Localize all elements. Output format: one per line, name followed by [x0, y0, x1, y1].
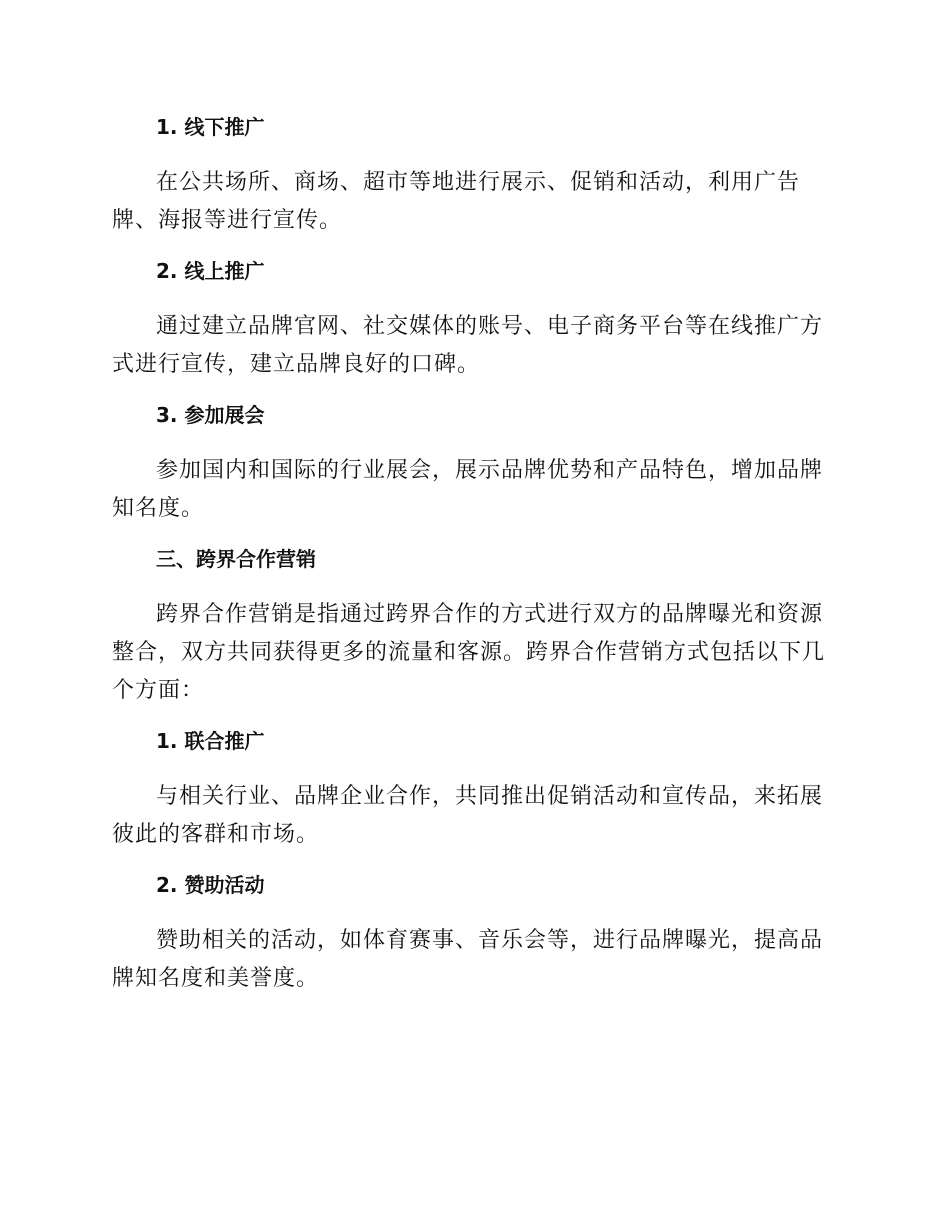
section-paragraph: 在公共场所、商场、超市等地进行展示、促销和活动，利用广告牌、海报等进行宣传。	[112, 170, 801, 233]
section-paragraph: 参加国内和国际的行业展会，展示品牌优势和产品特色，增加品牌知名度。	[112, 458, 824, 521]
section-sponsorship	[112, 870, 834, 998]
section-heading: 1. 线下推广	[156, 115, 265, 139]
section-paragraph: 与相关行业、品牌企业合作，共同推出促销活动和宣传品，来拓展 彼此的客群和市场。	[112, 784, 824, 847]
section-offline-promotion	[112, 112, 834, 240]
section-heading: 3. 参加展会	[156, 403, 265, 427]
section-heading: 1. 联合推广	[156, 729, 265, 753]
section-heading: 三、跨界合作营销	[156, 547, 316, 571]
section-heading: 2. 线上推广	[156, 259, 265, 283]
section-crossover-marketing	[112, 544, 834, 710]
section-paragraph: 通过建立品牌官网、社交媒体的账号、电子商务平台等在线推广方式进行宣传，建立品牌良好的口碑。	[112, 314, 824, 377]
section-heading: 2. 赞助活动	[156, 873, 265, 897]
section-paragraph: 跨界合作营销是指通过跨界合作的方式进行双方的品牌曝光和资源整合，双方共同获得更多的流量和客源。跨界合作营销方式包括以下几个方面：	[112, 602, 826, 703]
section-exhibition	[112, 400, 834, 528]
document-body	[112, 112, 834, 1014]
section-online-promotion	[112, 256, 834, 384]
section-paragraph: 赞助相关的活动，如体育赛事、音乐会等，进行品牌曝光，提高品牌知名度和美誉度。	[112, 928, 824, 991]
section-joint-promotion	[112, 726, 834, 854]
